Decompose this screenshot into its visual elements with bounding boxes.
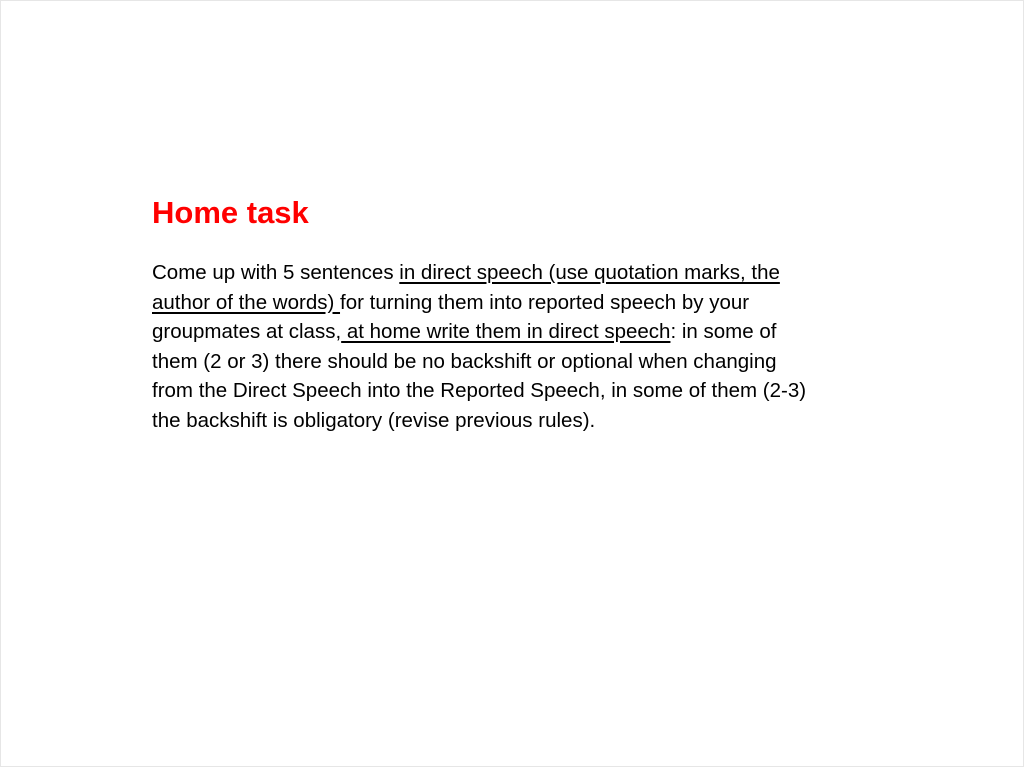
task-text-intro: Come up with 5 sentences (152, 261, 400, 284)
task-description (152, 258, 822, 436)
slide-content (152, 191, 822, 436)
task-text-direct-speech: in direct speech (use quotation marks, the author of the words) (152, 261, 780, 314)
task-text-at-home: at home write them in direct speech (341, 320, 671, 344)
task-text-reported: for turning them into reported speech by your groupmates at class, (152, 290, 750, 344)
slide-title: Home task (152, 195, 309, 230)
task-text-rules: : in some of them (2 or 3) there should be no backshift or optional when changing from the Direct Speech into the Reported Speech, in some of them (2-3) the backshift is obligatory (revise previous rules). (152, 320, 807, 432)
